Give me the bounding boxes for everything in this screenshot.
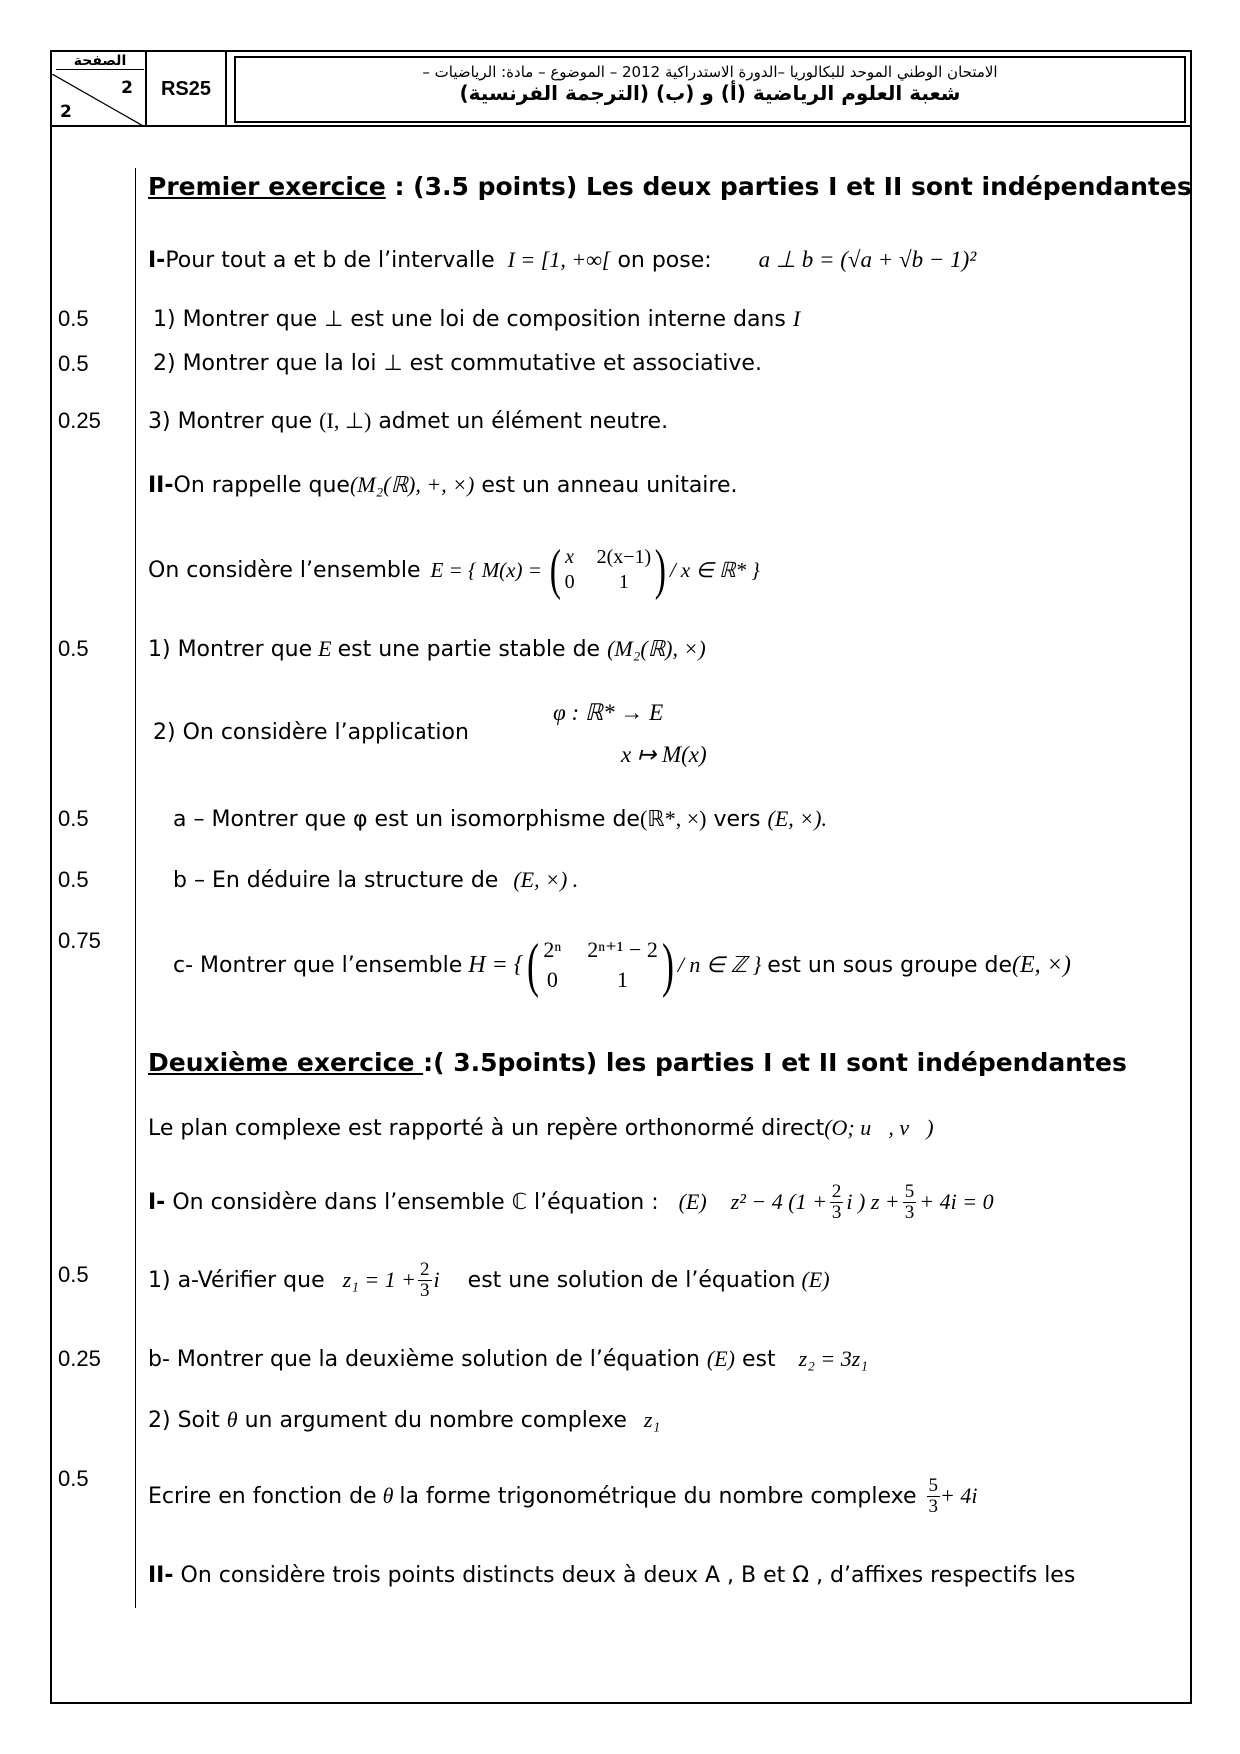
ex1-ii-q2b bbox=[173, 867, 578, 893]
ex1-matrix-h-m21: 0 bbox=[546, 967, 558, 992]
ex2-title-rest: :( 3.5points) les parties I et II sont indépendantes bbox=[423, 1048, 1127, 1077]
ex1-matrix-h: ( 2ⁿ 2ⁿ⁺¹ − 2 0 1 ) bbox=[527, 932, 674, 998]
ex2-q2-text: 2) Soit bbox=[148, 1408, 220, 1433]
ex1-ii-q2c-text: c- Montrer que l’ensemble bbox=[173, 952, 463, 978]
score-ex1-ii-q2b: 0.5 bbox=[58, 867, 89, 892]
ex1-set-e-right: / x ∈ ℝ* } bbox=[669, 557, 760, 582]
exam-title-box bbox=[234, 56, 1186, 123]
ex2-part1-label: I- bbox=[148, 1189, 166, 1215]
ex1-ii-q1-text: 1) Montrer que bbox=[148, 637, 313, 662]
ex2-q1a-frac-den: 3 bbox=[420, 1279, 430, 1301]
ex2-q1b-eq: (E) bbox=[706, 1346, 736, 1371]
ex1-matrix-h-m12: 2ⁿ⁺¹ − 2 bbox=[587, 937, 658, 962]
ex1-part2-text: On rappelle que bbox=[173, 473, 350, 498]
score-ex1-ii-q1: 0.5 bbox=[58, 636, 89, 661]
ex1-ii-q2c-text2: est un sous groupe de bbox=[767, 952, 1013, 978]
ex2-q2b-frac bbox=[927, 1476, 941, 1517]
ex2-eq-part2: i ) z + bbox=[846, 1189, 900, 1214]
ex1-matrix-e-m12: 2(x−1) bbox=[596, 546, 652, 568]
ex2-q1b-text: b- Montrer que la deuxième solution de l’équation bbox=[148, 1347, 700, 1372]
ex1-part1-text2: on pose: bbox=[617, 248, 712, 273]
ex1-part2-text2: est un anneau unitaire. bbox=[481, 473, 738, 498]
ex2-q1b-z: z₂ = 3z₁ bbox=[798, 1346, 868, 1371]
score-ex2-q1b: 0.25 bbox=[58, 1346, 101, 1371]
ex1-q1-set: I bbox=[792, 306, 801, 331]
ex1-q1-text: 1) Montrer que ⊥ est une loi de composition interne dans bbox=[153, 307, 786, 332]
score-ex2-q2: 0.5 bbox=[58, 1466, 89, 1491]
ex1-ii-q1 bbox=[148, 636, 706, 662]
ex2-q2-theta: θ bbox=[226, 1407, 238, 1432]
ex2-eq-frac2-den: 3 bbox=[904, 1201, 915, 1223]
ex1-title-underlined: Premier exercice bbox=[148, 172, 386, 201]
ex1-law-formula: a ⊥ b = (√a + √b − 1)² bbox=[758, 247, 977, 272]
ex2-eq-part1: z² − 4 (1 + bbox=[730, 1189, 827, 1214]
ex1-title bbox=[148, 172, 1192, 201]
ex1-matrix-e-m21: 0 bbox=[564, 571, 575, 593]
ex2-q2-text2: un argument du nombre complexe bbox=[244, 1408, 627, 1433]
ex1-q3-text: 3) Montrer que bbox=[148, 409, 313, 434]
ex2-q1a-frac-num: 2 bbox=[420, 1258, 430, 1280]
ex1-ii-q2c bbox=[173, 925, 1071, 1005]
ex1-ii-q2b-text: b – En déduire la structure de bbox=[173, 868, 499, 893]
score-ex1-q3: 0.25 bbox=[58, 408, 101, 433]
ex2-eq-frac1-den: 3 bbox=[831, 1201, 842, 1223]
ex2-q2b-text2: la forme trigonométrique du nombre complexe bbox=[399, 1483, 917, 1509]
ex1-ii-q2c-pair: (E, ×) bbox=[1012, 951, 1071, 978]
ex2-q2 bbox=[148, 1407, 660, 1433]
ex1-ii-q2: 2) On considère l’application bbox=[153, 720, 469, 745]
ex2-q1a-text: 1) a-Vérifier que bbox=[148, 1267, 325, 1293]
ex1-q3-pair: (I, ⊥) bbox=[319, 408, 372, 433]
ex1-ii-q2a bbox=[173, 806, 827, 832]
subject-code: RS25 bbox=[147, 52, 227, 127]
ex2-eq-name: (E) bbox=[678, 1189, 707, 1214]
ex2-q2b-theta: θ bbox=[382, 1483, 394, 1508]
ex1-q2: 2) Montrer que la loi ⊥ est commutative et associative. bbox=[153, 351, 762, 376]
ex2-q2b-frac-num: 5 bbox=[928, 1474, 938, 1496]
ex2-q2b-frac-den: 3 bbox=[928, 1495, 938, 1517]
ex2-eq-part3: + 4i = 0 bbox=[919, 1189, 994, 1214]
ex2-part1-text: On considère dans l’ensemble ℂ l’équation : bbox=[172, 1189, 659, 1215]
ex2-repere-math: (O; u⃗, v⃗) bbox=[824, 1115, 934, 1140]
ex1-part2-label: II- bbox=[148, 473, 174, 498]
ex1-part2-statement bbox=[148, 472, 738, 498]
page-total: 2 bbox=[60, 102, 72, 122]
page-current: 2 bbox=[121, 78, 133, 98]
ex1-ring: (M₂(ℝ), +, ×) bbox=[349, 472, 475, 497]
ex1-set-e bbox=[148, 535, 760, 605]
ex2-q2b-text: Ecrire en fonction de bbox=[148, 1483, 377, 1509]
ex1-matrix-e-m11: x bbox=[565, 546, 575, 568]
phi-line1: φ : ℝ* → E bbox=[553, 700, 664, 725]
exam-title-line2: شعبة العلوم الرياضية (أ) و (ب) (الترجمة الفرنسية) bbox=[459, 81, 961, 105]
ex1-ii-q2a-vers: vers bbox=[713, 807, 761, 832]
ex1-matrix-h-m11: 2ⁿ bbox=[543, 937, 562, 962]
ex2-q1a-frac bbox=[418, 1260, 432, 1301]
page-number-box bbox=[52, 52, 147, 127]
ex1-set-e-left: E = { M(x) = bbox=[430, 557, 542, 582]
ex1-part1-text: Pour tout a et b de l’intervalle bbox=[165, 248, 495, 273]
ex2-eq-frac1 bbox=[830, 1182, 844, 1223]
ex1-ii-q1-pair: (M₂(ℝ), ×) bbox=[607, 636, 706, 661]
ex2-q1a bbox=[148, 1252, 830, 1308]
ex2-q2-z: z₁ bbox=[643, 1407, 661, 1432]
score-ex1-q2: 0.5 bbox=[58, 351, 89, 376]
ex1-matrix-e-m22: 1 bbox=[618, 571, 629, 593]
score-ex1-q1: 0.5 bbox=[58, 306, 89, 331]
ex1-part1-statement bbox=[148, 247, 976, 273]
ex2-q2b bbox=[148, 1468, 977, 1524]
exam-title-line1: الامتحان الوطني الموحد للبكالوريا –الدورة الاستدراكية 2012 – الموضوع – مادة: الرياضيات – bbox=[422, 63, 998, 81]
ex2-q1a-eq: (E) bbox=[801, 1267, 830, 1292]
ex2-equation-statement bbox=[148, 1172, 994, 1232]
ex1-matrix-e: ( x 2(x−1) 0 1 ) bbox=[549, 539, 667, 601]
ex2-eq-frac2 bbox=[903, 1182, 917, 1223]
ex1-set-e-text: On considère l’ensemble bbox=[148, 557, 421, 583]
ex1-set-h-left: H = { bbox=[468, 951, 524, 978]
ex2-q1a-text2: est une solution de l’équation bbox=[467, 1267, 796, 1293]
ex1-ii-q2a-from: (ℝ*, ×) bbox=[639, 806, 707, 831]
ex2-part2-statement bbox=[148, 1563, 1075, 1588]
ex1-ii-q1-set: E bbox=[318, 636, 332, 661]
phi-line2: x ↦ M(x) bbox=[621, 742, 707, 767]
ex2-eq-frac1-num: 2 bbox=[831, 1180, 842, 1202]
ex2-q1b-text2: est bbox=[742, 1347, 776, 1372]
ex1-ii-q2a-to: (E, ×). bbox=[767, 806, 827, 831]
ex1-set-h-right: / n ∈ ℤ } bbox=[677, 952, 762, 977]
margin-line bbox=[135, 168, 136, 1608]
ex1-title-rest: : (3.5 points) Les deux parties I et II sont indépendantes bbox=[385, 172, 1192, 201]
ex2-repere bbox=[148, 1115, 934, 1141]
score-ex1-ii-q2a: 0.5 bbox=[58, 806, 89, 831]
ex1-q3 bbox=[148, 408, 668, 434]
ex2-repere-text: Le plan complexe est rapporté à un repère orthonormé direct bbox=[148, 1116, 825, 1141]
ex1-ii-q1-text2: est une partie stable de bbox=[337, 637, 601, 662]
score-ex1-ii-q2c: 0.75 bbox=[58, 928, 101, 953]
ex1-ii-q2b-pair: (E, ×) . bbox=[513, 867, 579, 892]
ex2-title bbox=[148, 1048, 1127, 1077]
ex2-part2-text: On considère trois points distincts deux à deux A , B et Ω , d’affixes respectifs les bbox=[180, 1563, 1076, 1588]
ex1-matrix-h-m22: 1 bbox=[617, 967, 629, 992]
ex2-eq-frac2-num: 5 bbox=[904, 1180, 915, 1202]
ex1-q1 bbox=[153, 306, 800, 332]
ex2-title-underlined: Deuxième exercice bbox=[148, 1048, 424, 1077]
ex2-q1b bbox=[148, 1346, 868, 1372]
ex1-interval: I = [1, +∞[ bbox=[507, 247, 611, 272]
ex1-part1-label: I- bbox=[148, 248, 166, 273]
ex2-q1a-z: z₁ = 1 + bbox=[342, 1267, 417, 1292]
page-label: الصفحة bbox=[56, 53, 144, 70]
ex1-q3-text2: admet un élément neutre. bbox=[378, 409, 669, 434]
score-ex2-q1a: 0.5 bbox=[58, 1262, 89, 1287]
ex1-ii-q2a-text: a – Montrer que φ est un isomorphisme de bbox=[173, 807, 640, 832]
ex2-part2-label: II- bbox=[148, 1563, 174, 1588]
ex2-q1a-i: i bbox=[433, 1267, 440, 1292]
ex2-q2b-rest: + 4i bbox=[940, 1483, 978, 1508]
